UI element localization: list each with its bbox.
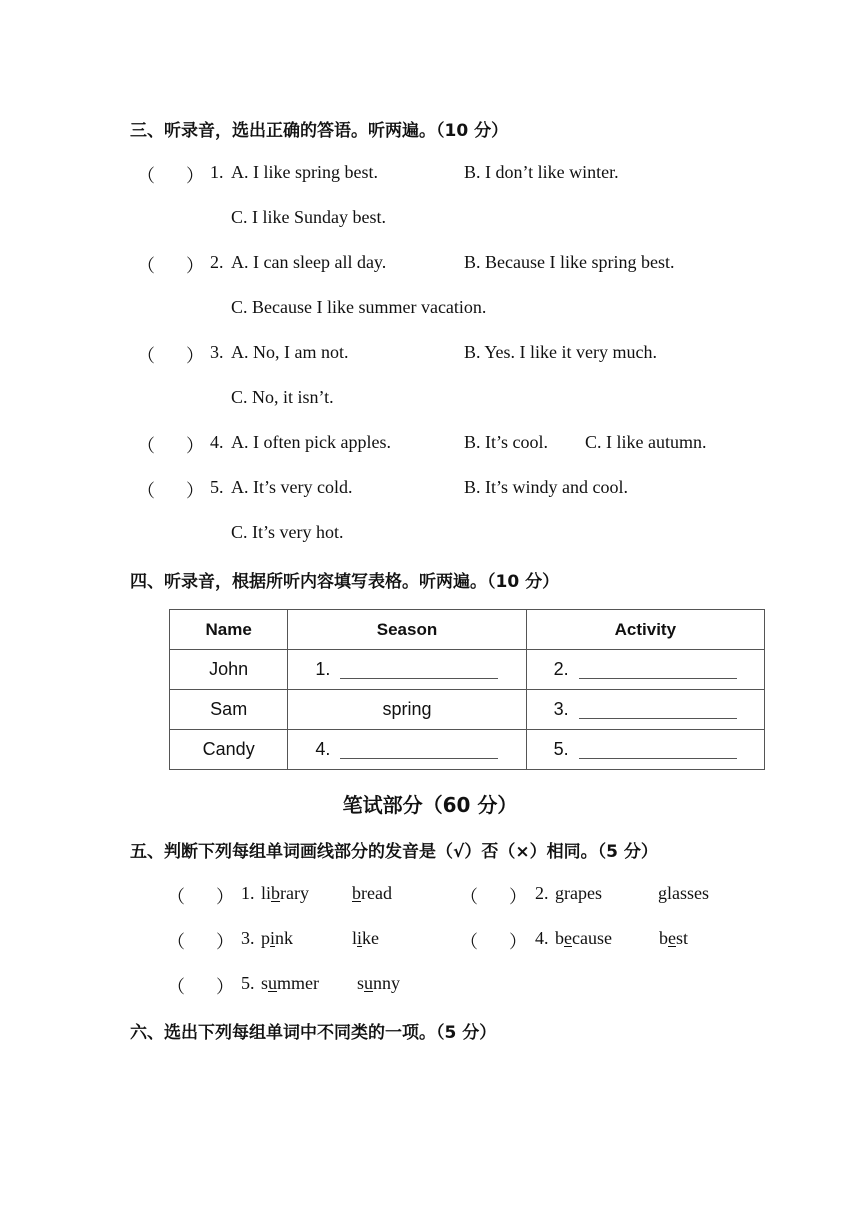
table-row — [170, 730, 765, 770]
column-header-name: Name — [170, 610, 288, 650]
word-2: like — [352, 928, 380, 948]
answer-paren-open: （ — [167, 977, 185, 997]
name-cell: Sam — [170, 690, 288, 730]
answer-paren-open: （ — [460, 932, 478, 952]
answer-paren-close: ） — [216, 977, 234, 997]
activity-blank-cell[interactable] — [526, 690, 764, 730]
option-b: B. It’s cool. — [464, 432, 548, 452]
answer-line[interactable] — [579, 742, 737, 759]
answer-paren-open: （ — [137, 166, 155, 186]
word-1: because — [555, 928, 612, 948]
blank-number: 2. — [553, 659, 569, 679]
word-2: sunny — [357, 973, 401, 993]
column-header-season: Season — [288, 610, 526, 650]
answer-paren-close: ） — [509, 932, 527, 952]
option-a: A. I like spring best. — [231, 162, 378, 182]
question-number: 1. — [241, 883, 255, 903]
option-b: B. I don’t like winter. — [464, 162, 619, 182]
option-a: A. It’s very cold. — [231, 477, 353, 497]
question-number: 4. — [210, 432, 224, 452]
answer-line[interactable] — [579, 702, 737, 719]
option-b: B. Yes. I like it very much. — [464, 342, 657, 362]
word-1: pink — [261, 928, 294, 948]
table-row — [170, 690, 765, 730]
written-part-title: 笔试部分（60 分） — [342, 793, 518, 817]
option-c: C. It’s very hot. — [231, 522, 344, 542]
blank-number: 5. — [553, 739, 569, 759]
option-a: A. I can sleep all day. — [231, 252, 387, 272]
option-b: B. It’s windy and cool. — [464, 477, 628, 497]
option-a: A. I often pick apples. — [231, 432, 391, 452]
option-b: B. Because I like spring best. — [464, 252, 675, 272]
table-header-row — [170, 610, 765, 650]
activity-blank-cell[interactable] — [526, 730, 764, 770]
question-number: 2. — [210, 252, 224, 272]
option-c: C. I like Sunday best. — [231, 207, 386, 227]
question-number: 4. — [535, 928, 549, 948]
table-row — [170, 650, 765, 690]
answer-paren-close: ） — [186, 256, 204, 276]
option-c: C. No, it isn’t. — [231, 387, 334, 407]
question-number: 1. — [210, 162, 224, 182]
name-cell: John — [170, 650, 288, 690]
answer-paren-open: （ — [137, 346, 155, 366]
answer-paren-close: ） — [186, 436, 204, 456]
word-2: bread — [352, 883, 392, 903]
season-blank-cell[interactable] — [288, 650, 526, 690]
word-1: summer — [261, 973, 320, 993]
answer-line[interactable] — [579, 662, 737, 679]
blank-number: 4. — [315, 739, 331, 759]
answer-line[interactable] — [340, 662, 498, 679]
column-header-activity: Activity — [526, 610, 764, 650]
answer-line[interactable] — [340, 742, 498, 759]
word-2: best — [659, 928, 689, 948]
answer-paren-open: （ — [137, 481, 155, 501]
answer-paren-close: ） — [186, 346, 204, 366]
section-3-heading: 三、听录音，选出正确的答语。听两遍。（10 分） — [130, 121, 509, 141]
word-1: grapes — [555, 883, 602, 903]
answer-paren-close: ） — [216, 932, 234, 952]
option-a: A. No, I am not. — [231, 342, 349, 362]
fill-in-table — [169, 609, 765, 770]
answer-paren-open: （ — [460, 887, 478, 907]
section-6-heading: 六、选出下列每组单词中不同类的一项。（5 分） — [130, 1023, 497, 1043]
answer-paren-close: ） — [216, 887, 234, 907]
season-cell: spring — [288, 690, 526, 730]
answer-paren-close: ） — [509, 887, 527, 907]
answer-paren-open: （ — [167, 887, 185, 907]
section-4-heading: 四、听录音，根据所听内容填写表格。听两遍。（10 分） — [130, 572, 560, 592]
question-number: 3. — [241, 928, 255, 948]
activity-blank-cell[interactable] — [526, 650, 764, 690]
answer-paren-open: （ — [137, 436, 155, 456]
answer-paren-open: （ — [167, 932, 185, 952]
answer-paren-close: ） — [186, 481, 204, 501]
option-c: C. Because I like summer vacation. — [231, 297, 487, 317]
word-1: library — [261, 883, 309, 903]
season-blank-cell[interactable] — [288, 730, 526, 770]
blank-number: 3. — [553, 699, 569, 719]
name-cell: Candy — [170, 730, 288, 770]
word-2: glasses — [658, 883, 709, 903]
question-number: 3. — [210, 342, 224, 362]
question-number: 5. — [241, 973, 255, 993]
question-number: 5. — [210, 477, 224, 497]
answer-paren-close: ） — [186, 166, 204, 186]
blank-number: 1. — [315, 659, 331, 679]
section-5-heading: 五、判断下列每组单词画线部分的发音是（√）否（×）相同。（5 分） — [130, 842, 658, 862]
answer-paren-open: （ — [137, 256, 155, 276]
option-c: C. I like autumn. — [585, 432, 707, 452]
question-number: 2. — [535, 883, 549, 903]
